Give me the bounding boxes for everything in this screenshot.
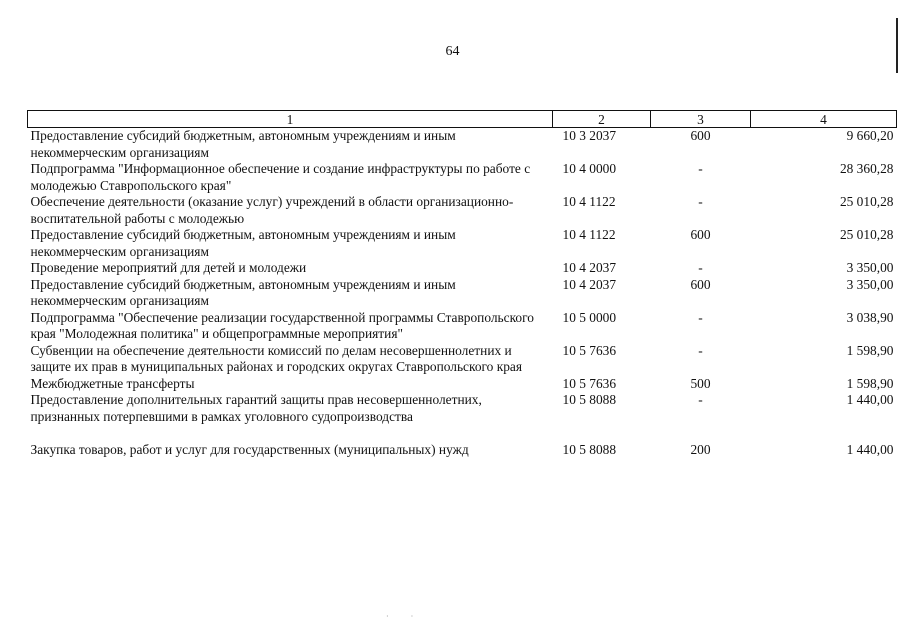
row-name: Подпрограмма "Обеспечение реализации государственной программы Ставропольского края "Молодежная политика" и общепрограммные мероприятия" [30,309,534,341]
header-col-2: 2 [553,111,651,128]
row-code: 10 5 7636 [562,342,617,358]
row-vr: 200 [690,442,711,457]
row-amount: 25 010,28 [839,227,894,242]
table-spacer-row [28,425,897,442]
row-code: 10 4 2037 [562,276,617,292]
table-row [28,310,897,343]
header-col-4: 4 [751,111,897,128]
row-name: Субвенции на обеспечение деятельности комиссий по делам несовершеннолетних и защите их прав в муниципальных районах и городских округах Ставропольского края [30,342,523,374]
table-header-row [28,111,897,128]
row-name: Закупка товаров, работ и услуг для государственных (муниципальных) нужд [30,442,469,457]
budget-table [27,110,897,459]
row-amount: 1 598,90 [846,342,894,358]
row-name: Предоставление субсидий бюджетным, автономным учреждениям и иным некоммерческим организациям [30,128,456,160]
row-amount: 28 360,28 [839,161,894,176]
table-row [28,392,897,425]
row-code: 10 4 0000 [562,161,617,176]
row-vr: - [698,260,703,275]
table-row [28,376,897,393]
row-name: Предоставление дополнительных гарантий защиты прав несовершеннолетних, признанных потерпевшими в рамках уголовного судопроизводства [30,392,482,424]
row-amount: 1 440,00 [846,442,894,457]
page-number: 64 [445,44,460,59]
row-amount: 1 598,90 [846,375,894,391]
row-code: 10 5 7636 [562,375,617,391]
page-edge-line [896,18,898,73]
row-name: Предоставление субсидий бюджетным, автономным учреждениям и иным некоммерческим организациям [30,227,456,259]
row-vr: - [698,392,703,407]
row-vr: 600 [690,276,711,292]
row-amount: 1 440,00 [846,392,894,407]
row-name: Обеспечение деятельности (оказание услуг) учреждений в области организационно-воспитательной работы с молодежью [30,194,514,226]
row-amount: 3 350,00 [846,260,894,275]
row-name: Проведение мероприятий для детей и молодежи [30,260,307,275]
table-row [28,161,897,194]
row-amount: 25 010,28 [839,194,894,209]
row-amount: 9 660,20 [846,128,894,143]
row-vr: - [698,161,703,176]
row-code: 10 5 0000 [562,309,617,325]
row-vr: 500 [690,375,711,391]
header-col-3: 3 [651,111,751,128]
row-code: 10 5 8088 [562,392,617,407]
row-amount: 3 038,90 [846,309,894,325]
table-row [28,277,897,310]
table-row [28,194,897,227]
row-vr: 600 [690,128,711,143]
row-name: Межбюджетные трансферты [30,375,195,391]
row-code: 10 4 1122 [562,194,616,209]
table-row [28,343,897,376]
row-vr: 600 [690,227,711,242]
scan-speck: · · [386,612,424,621]
row-name: Предоставление субсидий бюджетным, автономным учреждениям и иным некоммерческим организациям [30,276,456,308]
table-row [28,128,897,162]
row-code: 10 4 1122 [562,227,616,242]
row-code: 10 4 2037 [562,260,617,275]
table-row [28,227,897,260]
table-row [28,260,897,277]
row-vr: - [698,194,703,209]
row-code: 10 3 2037 [562,128,617,143]
row-name: Подпрограмма "Информационное обеспечение и создание инфраструктуры по работе с молодежью Ставропольского края" [30,161,531,193]
row-vr: - [698,342,703,358]
header-col-1: 1 [28,111,553,128]
table-row [28,442,897,459]
row-vr: - [698,309,703,325]
row-amount: 3 350,00 [846,276,894,292]
row-code: 10 5 8088 [562,442,617,457]
